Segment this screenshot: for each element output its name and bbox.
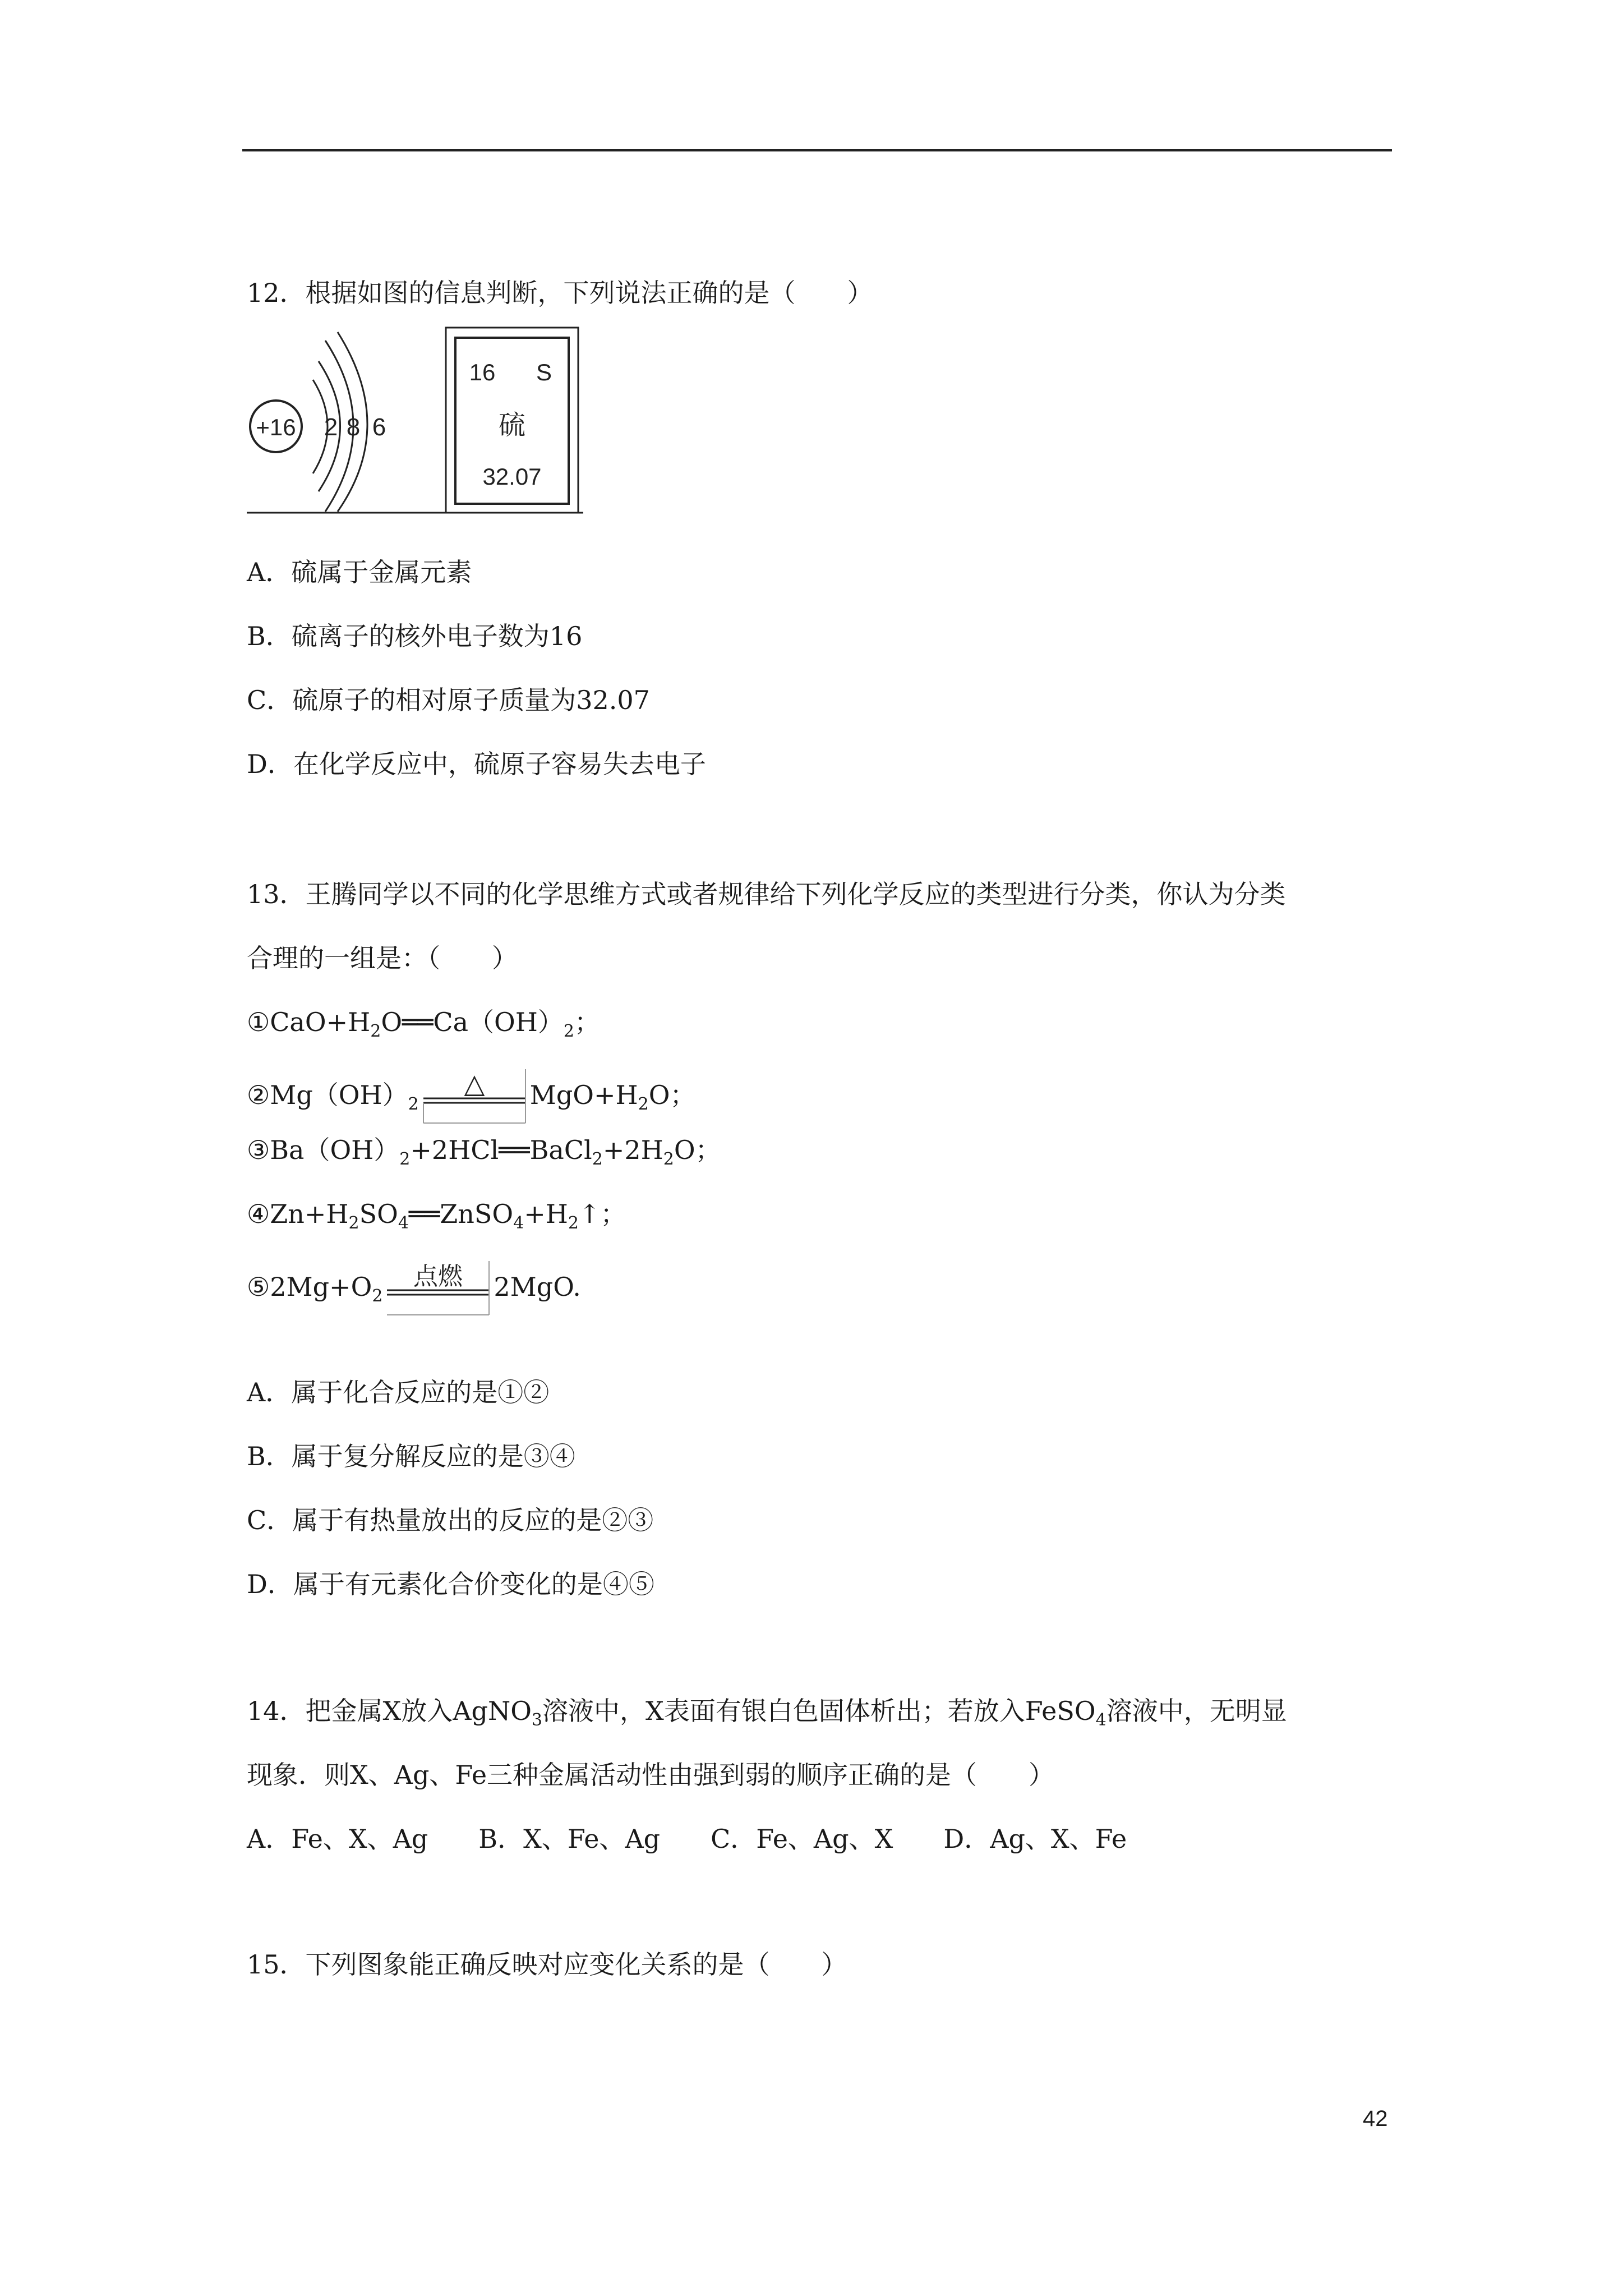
atomic-mass: 32.07 — [482, 463, 542, 490]
header-rule — [242, 149, 1392, 151]
ignite-label: 点燃 — [413, 1262, 463, 1291]
q13-option-a: A．属于化合反应的是①② — [247, 1377, 550, 1407]
page-number: 42 — [1363, 2106, 1388, 2131]
element-name: 硫 — [498, 409, 526, 441]
heat-condition-box — [421, 1069, 528, 1125]
shell-2-electrons: 8 — [346, 413, 361, 441]
q12-stem: 12．根据如图的信息判断，下列说法正确的是（ ） — [247, 278, 873, 308]
q13-reaction-3: $③Ba(OH)_2+2HCl══BaCl_2+2H_2O$； — [247, 1135, 721, 1169]
q13-reaction-2: $②Mg(OH)_2$ △ $MgO+H_2O$； — [247, 1069, 695, 1125]
q12-option-d: D．在化学反应中，硫原子容易失去电子 — [247, 749, 706, 779]
q14-option-a: A．Fe、X、Ag — [247, 1824, 428, 1854]
heat-symbol: △ — [464, 1069, 485, 1099]
q13-reaction-4: $④Zn+H_2SO_4══ZnSO_4+H_2↑$； — [247, 1199, 626, 1233]
shell-3-electrons: 6 — [372, 413, 386, 441]
nucleus-charge: +16 — [256, 414, 296, 440]
q12-option-b: B．硫离子的核外电子数为16 — [247, 621, 583, 651]
q14-option-d: D．Ag、X、Fe — [943, 1824, 1127, 1854]
shell-1-electrons: 2 — [324, 413, 338, 441]
q12-option-a: A．硫属于金属元素 — [247, 557, 472, 587]
q13-stem-line1: 13．王腾同学以不同的化学思维方式或者规律给下列化学反应的类型进行分类，你认为分类 — [247, 879, 1286, 909]
sulfur-diagram — [247, 326, 583, 517]
q13-reaction-5: $⑤2Mg+O_2$ 点燃 2MgO. — [247, 1261, 581, 1317]
q13-option-b: B．属于复分解反应的是③④ — [247, 1441, 575, 1471]
q14-options — [247, 1822, 1177, 1856]
q15-stem: 15．下列图象能正确反映对应变化关系的是（ ） — [247, 1949, 847, 1980]
q14-stem-line1: 14．把金属X放入AgNO$_3$溶液中，X表面有银白色固体析出；若放入FeSO$_4$溶液中，无明显 — [247, 1696, 1287, 1730]
q14-option-b: B．X、Fe、Ag — [478, 1824, 661, 1854]
atomic-number: 16 — [469, 359, 496, 385]
q14-option-c: C．Fe、Ag、X — [711, 1824, 893, 1854]
q13-option-c: C．属于有热量放出的反应的是②③ — [247, 1505, 654, 1535]
q12-option-c: C．硫原子的相对原子质量为32.07 — [247, 685, 650, 715]
q13-reaction-1: $①CaO+H_2O══Ca(OH)_2$； — [247, 1007, 600, 1041]
q13-stem-line2: 合理的一组是：（ ） — [247, 943, 518, 973]
element-symbol: S — [536, 359, 552, 385]
q13-option-d: D．属于有元素化合价变化的是④⑤ — [247, 1569, 654, 1599]
q14-stem-line2: 现象．则X、Ag、Fe三种金属活动性由强到弱的顺序正确的是（ ） — [247, 1760, 1055, 1790]
ignite-condition-box — [385, 1261, 491, 1317]
